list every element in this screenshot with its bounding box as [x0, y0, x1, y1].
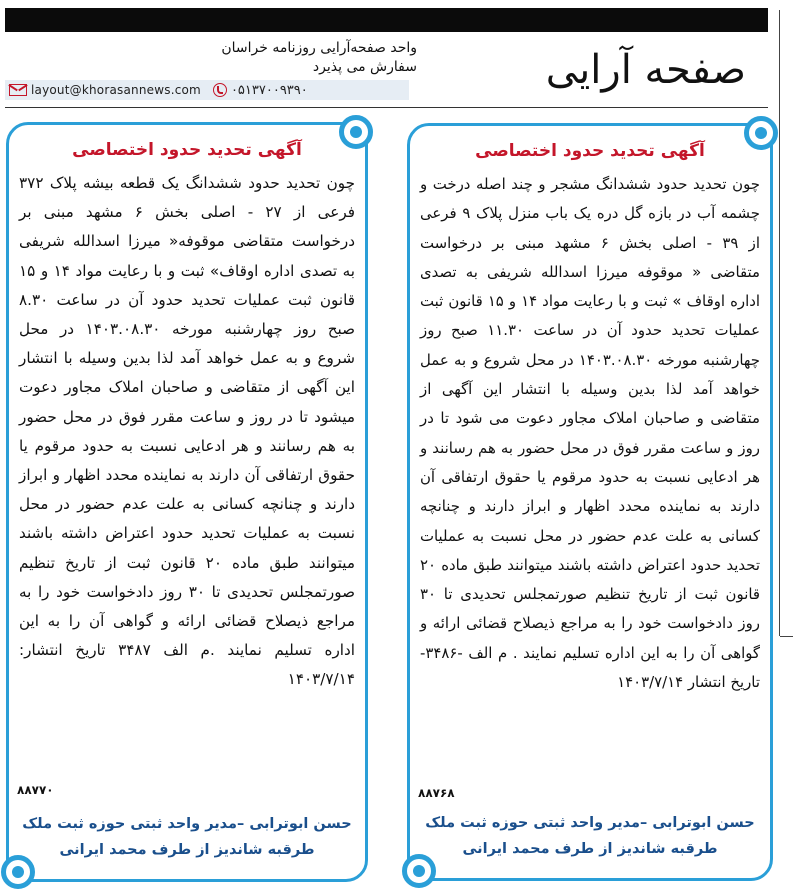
ad-footer-line-1: حسن ابوترابی –مدیر واحد ثبتی حوزه ثبت ملک — [425, 815, 755, 831]
header-line-1: واحد صفحه‌آرایی روزنامه خراسان — [221, 40, 417, 56]
contact-email[interactable]: layout@khorasannews.com — [31, 83, 201, 97]
ad-box-right — [407, 123, 773, 881]
contact-phone[interactable]: ۰۵۱۳۷۰۰۹۳۹۰ — [230, 82, 308, 98]
ad-footer — [19, 811, 355, 863]
page-header — [5, 36, 768, 106]
top-black-bar — [5, 8, 768, 32]
corner-swirl-icon — [1, 855, 35, 889]
contact-strip — [5, 80, 409, 100]
page-edge-line — [779, 10, 780, 636]
header-line-2: سفارش می پذیرد — [312, 59, 417, 75]
ad-footer-line-2: طرقبه شاندیز از طرف محمد ایرانی — [59, 842, 315, 858]
page-edge-tick — [780, 636, 793, 637]
header-divider — [5, 107, 768, 108]
ad-code-number: ۸۸۷۷۰ — [17, 783, 54, 797]
corner-swirl-icon — [402, 854, 436, 888]
ad-body-text: چون تحدید حدود ششدانگ مشجر و چند اصله درخت و چشمه آب در بازه گل دره یک باب منزل پلاک ۹ فرعی از ۳۹ - اصلی بخش ۶ مشهد مبنی بر درخواست متقاضی « موقوفه میرزا اسدالله شریفی به تصدی اداره اوقاف » ثبت و با رعایت مواد ۱۴ و ۱۵ قانون ثبت عملیات تحدید حدود آن در ساعت ۱۱.۳۰ صبح روز چهارشنبه مورخه ۱۴۰۳.۰۸.۳۰ در محل شروع و به عمل خواهد آمد لذا بدین وسیله با انتشار این آگهی از متقاضی و صاحبان املاک مجاور دعوت می شود تا در روز و ساعت مقرر فوق در محل حضور به هم رسانند و هر ادعایی نسبت به حدود مرقوم یا حقوق ارتفاقی آن دارند به نماینده محدد اظهار و ابراز دارند و چنانچه کسانی به علت عدم حضور در محل نسبت به عملیات تحدید حدود اعتراض داشته باشند میتوانند طبق ماده ۲۰ قانون ثبت از تاریخ تنظیم صورتمجلس تحدیدی تا ۳۰ روز دادخواست خود را به مراجع ذیصلاح قضائی ارائه و گواهی آن را به این اداره تسلیم نمایند . م الف -۳۴۸۶- تاریخ انتشار ۱۴۰۳/۷/۱۴ — [420, 175, 760, 692]
ad-footer-line-2: طرقبه شاندیز از طرف محمد ایرانی — [462, 841, 718, 857]
ad-body-text: چون تحدید حدود ششدانگ یک قطعه بیشه پلاک ۳۷۲ فرعی از ۲۷ - اصلی بخش ۶ مشهد مبنی بر درخواست متقاضی موقوفه« میرزا اسدالله شریفی به تصدی اداره اوقاف» ثبت و با رعایت مواد ۱۴ و ۱۵ قانون ثبت عملیات تحدید حدود آن در ساعت ۸.۳۰ صبح روز چهارشنبه مورخه ۱۴۰۳.۰۸.۳۰ در محل شروع و به عمل خواهد آمد لذا بدین وسیله با انتشار این آگهی از متقاضی و صاحبان املاک مجاور دعوت میشود تا در روز و ساعت مقرر فوق در محل حضور به هم رسانند و هر ادعایی نسبت به حدود مرقوم یا حقوق ارتفاقی آن دارند به نماینده محدد اظهار و ابراز دارند و چنانچه کسانی به علت عدم حضور در محل نسبت به عملیات تحدید حدود اعتراض داشته باشند میتوانند طبق ماده ۲۰ قانون ثبت از تاریخ تنظیم صورتمجلس تحدیدی تا ۳۰ روز دادخواست خود را به مراجع ذیصلاح قضائی ارائه و گواهی آن را به این اداره تسلیم نمایند .م الف ۳۴۸۷ تاریخ انتشار: ۱۴۰۳/۷/۱۴ — [19, 174, 356, 689]
mail-icon — [9, 84, 27, 96]
header-info — [13, 38, 417, 76]
ad-title: آگهی تحدید حدود اختصاصی — [72, 140, 302, 160]
ad-title: آگهی تحدید حدود اختصاصی — [475, 141, 705, 161]
section-brand-title: صفحه آرایی — [545, 47, 746, 93]
ad-code-number: ۸۸۷۶۸ — [418, 786, 455, 800]
phone-icon — [213, 83, 227, 97]
ad-footer — [420, 810, 760, 862]
ad-box-left — [6, 122, 368, 882]
ad-footer-line-1: حسن ابوترابی –مدیر واحد ثبتی حوزه ثبت ملک — [22, 816, 352, 832]
